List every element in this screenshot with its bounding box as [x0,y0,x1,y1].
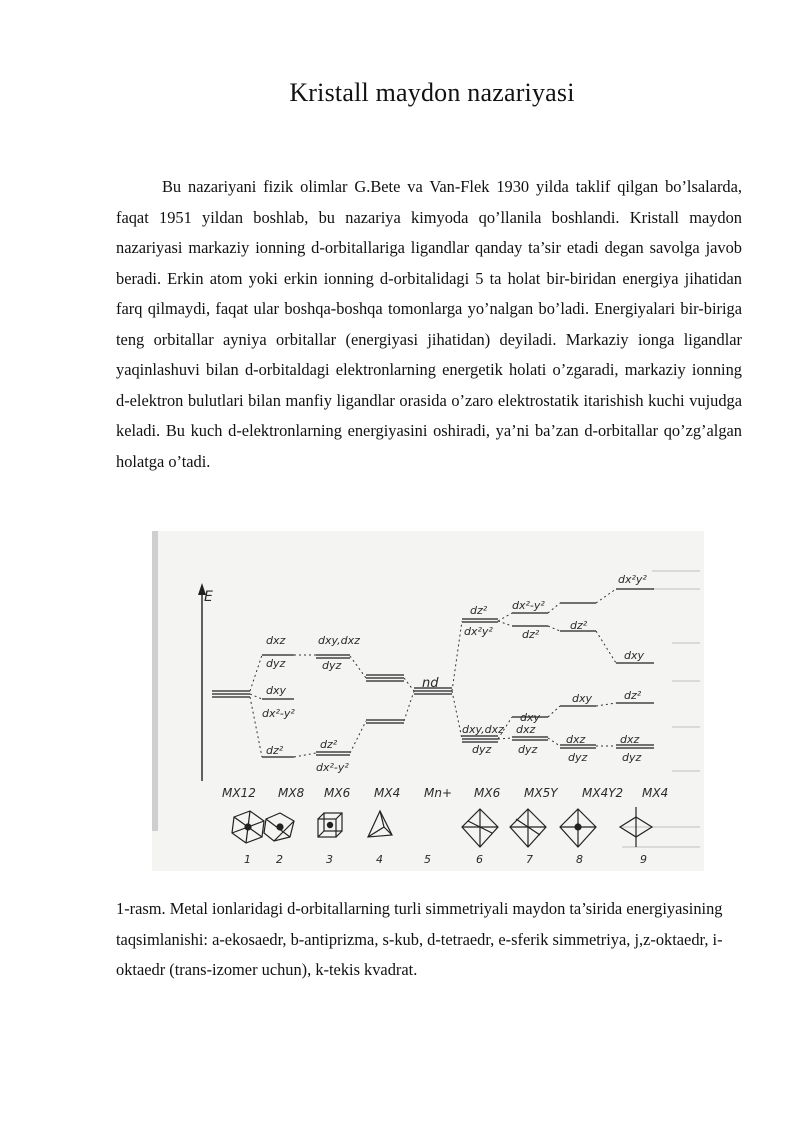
figure-number: 6 [476,853,483,866]
level-label: dyz [518,743,538,756]
complex-label: MX12 [222,786,256,800]
level-label: dz² [266,744,284,757]
level-label: dxy [572,692,593,705]
figure-number: 8 [576,853,583,866]
complex-label: MX6 [324,786,351,800]
complex-label: MX6 [474,786,501,800]
figure-number: 4 [376,853,383,866]
figure-number: 2 [276,853,283,866]
figure-number: 7 [526,853,533,866]
level-label: dxy [520,711,541,724]
complex-label: Mn+ [424,786,453,800]
figure-number: 9 [640,853,647,866]
level-label: dx²-y² [262,707,295,720]
level-label: dxz [566,733,586,746]
figure-number: 5 [424,853,431,866]
level-label: dyz [472,743,492,756]
level-label: dx²y² [618,573,647,586]
level-label: dx²-y² [316,761,349,774]
figure-caption: 1-rasm. Metal ionlaridagi d-orbitallarning turli simmetriyali maydon ta’sirida energiyasining taqsimlanishi: a-ekosaedr, b-antiprizma, s-kub, d-tetraedr, e-sferik simmetriya, j,z-oktaedr, i-oktaedr (trans-izomer uchun), k-tekis kvadrat. [116,899,723,979]
level-label: dxy,dxz [318,634,360,647]
level-label: dxz [620,733,640,746]
level-label: dz² [522,628,540,641]
level-label: dyz [266,657,286,670]
level-label: dz² [470,604,488,617]
level-label: dyz [622,751,642,764]
complex-label: MX4 [374,786,401,800]
figure-number: 3 [326,853,333,866]
level-label: dx²y² [464,625,493,638]
level-label: dxy [266,684,287,697]
level-label: dyz [322,659,342,672]
center-label: nd [422,676,439,691]
level-label: dxy [624,649,645,662]
complex-label: MX5Y [524,786,558,800]
level-label: dx²-y² [512,599,545,612]
complex-label: MX4Y2 [582,786,624,800]
level-label: dxz [516,723,536,736]
complex-label: MX4 [642,786,669,800]
level-label: dxz [266,634,286,647]
level-label: dz² [320,738,338,751]
complex-label: MX8 [278,786,305,800]
body-paragraph: Bu nazariyani fizik olimlar G.Bete va Van-Flek 1930 yilda taklif qilgan bo’lsalarda, faqat 1951 yildan boshlab, bu nazariya kimyoda qo’llanila boshlandi. Kristall maydon nazariyasi markaziy ionning d-orbitallariga ligandlar qanday ta’sir etadi degan savolga javob beradi. Erkin atom yoki erkin ionning d-orbitalidagi 5 ta holat bir-biridan energiya jihatidan farq qilmaydi, faqat ular boshqa-boshqa tomonlarga yo’nalgan bo’ladi. Energiyalari bir-biriga teng orbitallar ayniya orbitallar (energiyasi jihatidan) deyiladi. Markaziy ionga ligandlar yaqinlashuvi bilan d-orbitaldagi elektronlarning energetik holati o’zgaradi, markaziy ionning d-elektron bulutlari bilan manfiy ligandlar orasida o’zaro elektrostatik itarishish kuchi vujudga keladi. Bu kuch d-elektronlarning energiyasini oshiradi, ya’ni ba’zan d-orbitallar qo’zg’algan holatga o’tadi. [116,177,742,471]
figure-number: 1 [244,853,251,866]
scan-edge [152,531,158,831]
axis-label: E [204,589,213,605]
complex-labels [222,786,668,800]
level-label: dz² [624,689,642,702]
level-label: dyz [568,751,588,764]
level-label: dxy,dxz [462,723,504,736]
crystal-field-diagram [152,531,704,871]
diagram-svg [152,531,704,871]
page-title: Kristall maydon nazariyasi [289,78,575,107]
level-label: dz² [570,619,588,632]
